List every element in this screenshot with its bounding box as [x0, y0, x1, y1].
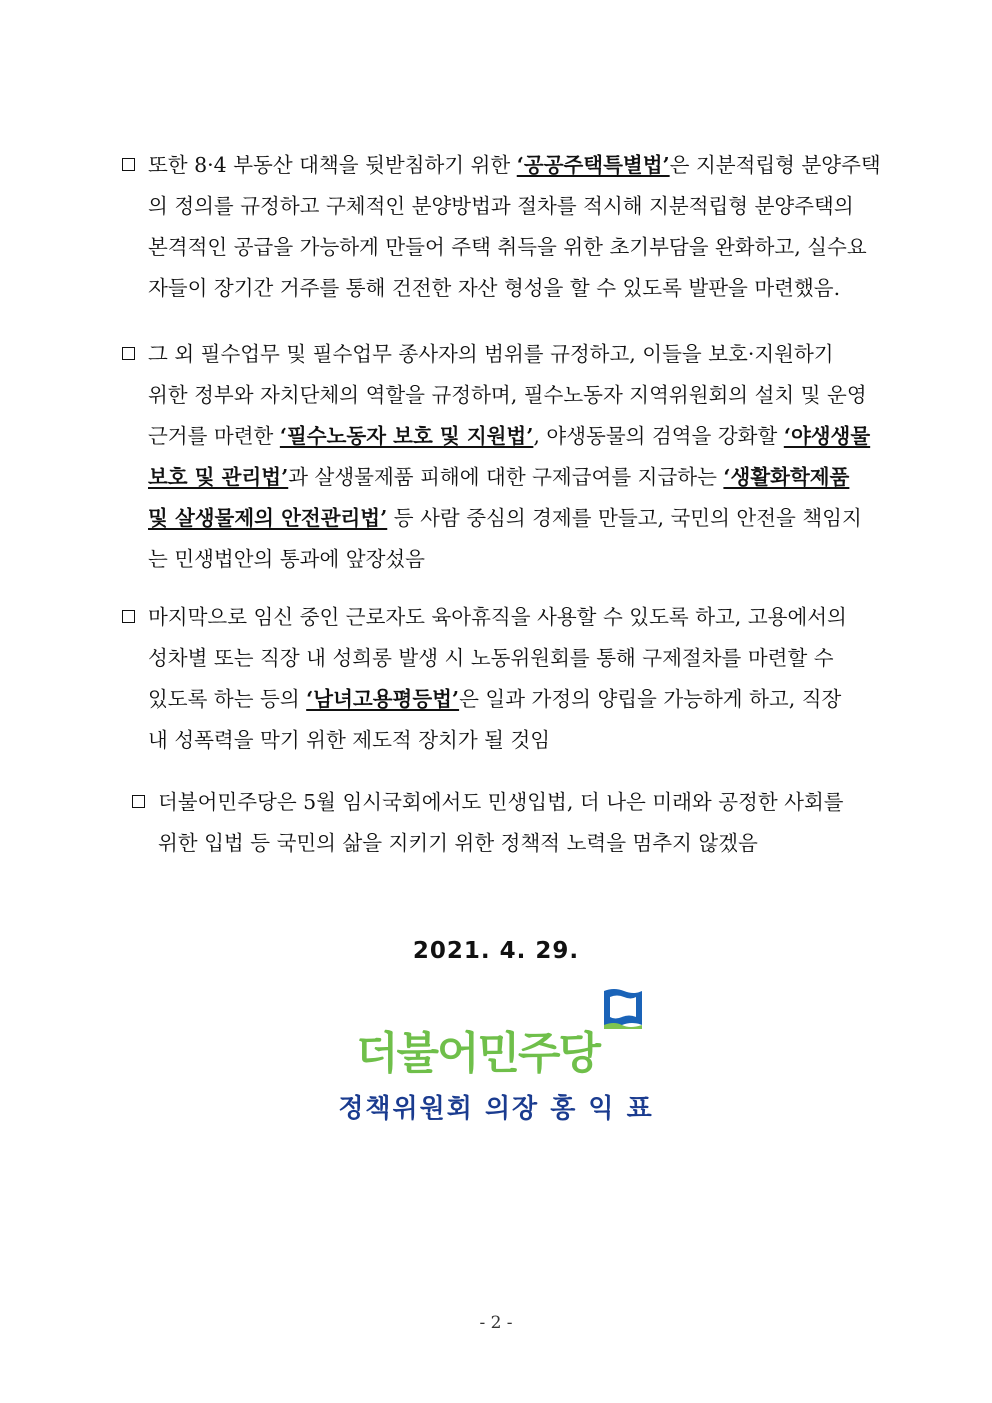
law-name: 및 살생물제의 안전관리법’	[148, 506, 388, 530]
law-name: 보호 및 관리법’	[148, 465, 289, 489]
text-line: 성차별 또는 직장 내 성희롱 발생 시 노동위원회를 통해 구제절차를 마련할 수	[148, 646, 834, 670]
checkbox-bullet-icon	[122, 158, 135, 171]
checkbox-bullet-icon	[122, 347, 135, 360]
signature-title: 정책위원회 의장 홍 익 표	[338, 1094, 654, 1124]
text-line: 의 정의를 규정하고 구체적인 분양방법과 절차를 적시해 지분적립형 분양주택의	[148, 194, 854, 218]
text-line: 자들이 장기간 거주를 통해 건전한 자산 형성을 할 수 있도록 발판을 마련했음.	[148, 276, 841, 300]
bullet-paragraph-1	[122, 145, 882, 309]
text-line: 는 민생법안의 통과에 앞장섰음	[148, 547, 425, 571]
text-line: 더불어민주당은 5월 임시국회에서도 민생입법, 더 나은 미래와 공정한 사회를	[158, 790, 844, 814]
text-line: 보호 및 관리법’과 살생물제품 피해에 대한 구제급여를 지급하는 ‘생활화학제품	[148, 465, 850, 489]
party-logo-text: 더불어민주당	[356, 1028, 600, 1079]
bullet-paragraph-2	[122, 334, 882, 580]
text-line: 있도록 하는 등의 ‘남녀고용평등법’은 일과 가정의 양립을 가능하게 하고, 직장	[148, 687, 842, 711]
text-line: 또한 8·4 부동산 대책을 뒷받침하기 위한 ‘공공주택특별법’은 지분적립형 분양주택	[148, 153, 881, 177]
text-line: 내 성폭력을 막기 위한 제도적 장치가 될 것임	[148, 728, 551, 752]
text-line: 및 살생물제의 안전관리법’ 등 사람 중심의 경제를 만들고, 국민의 안전을 책임지	[148, 506, 862, 530]
checkbox-bullet-icon	[132, 795, 145, 808]
law-name: ‘남녀고용평등법’	[306, 687, 460, 711]
law-name: ‘생활화학제품	[723, 465, 850, 489]
party-logo	[356, 985, 656, 1079]
document-date: 2021. 4. 29.	[412, 938, 580, 964]
bullet-paragraph-3	[122, 597, 882, 761]
law-name: ‘필수노동자 보호 및 지원법’	[279, 424, 534, 448]
law-name: ‘공공주택특별법’	[516, 153, 670, 177]
text-line: 본격적인 공급을 가능하게 만들어 주택 취득을 위한 초기부담을 완화하고, 실수요	[148, 235, 867, 259]
page-number: - 2 -	[479, 1313, 513, 1333]
text-line: 위한 입법 등 국민의 삶을 지키기 위한 정책적 노력을 멈추지 않겠음	[158, 831, 758, 855]
party-flag-icon	[600, 985, 646, 1029]
bullet-paragraph-4	[132, 782, 882, 864]
text-line: 마지막으로 임신 중인 근로자도 육아휴직을 사용할 수 있도록 하고, 고용에서의	[148, 605, 847, 629]
text-line: 위한 정부와 자치단체의 역할을 규정하며, 필수노동자 지역위원회의 설치 및 운영	[148, 383, 867, 407]
checkbox-bullet-icon	[122, 610, 135, 623]
text-line: 그 외 필수업무 및 필수업무 종사자의 범위를 규정하고, 이들을 보호·지원하기	[148, 342, 834, 366]
text-line: 근거를 마련한 ‘필수노동자 보호 및 지원법’, 야생동물의 검역을 강화할 ‘야생생물	[148, 424, 871, 448]
law-name: ‘야생생물	[783, 424, 871, 448]
